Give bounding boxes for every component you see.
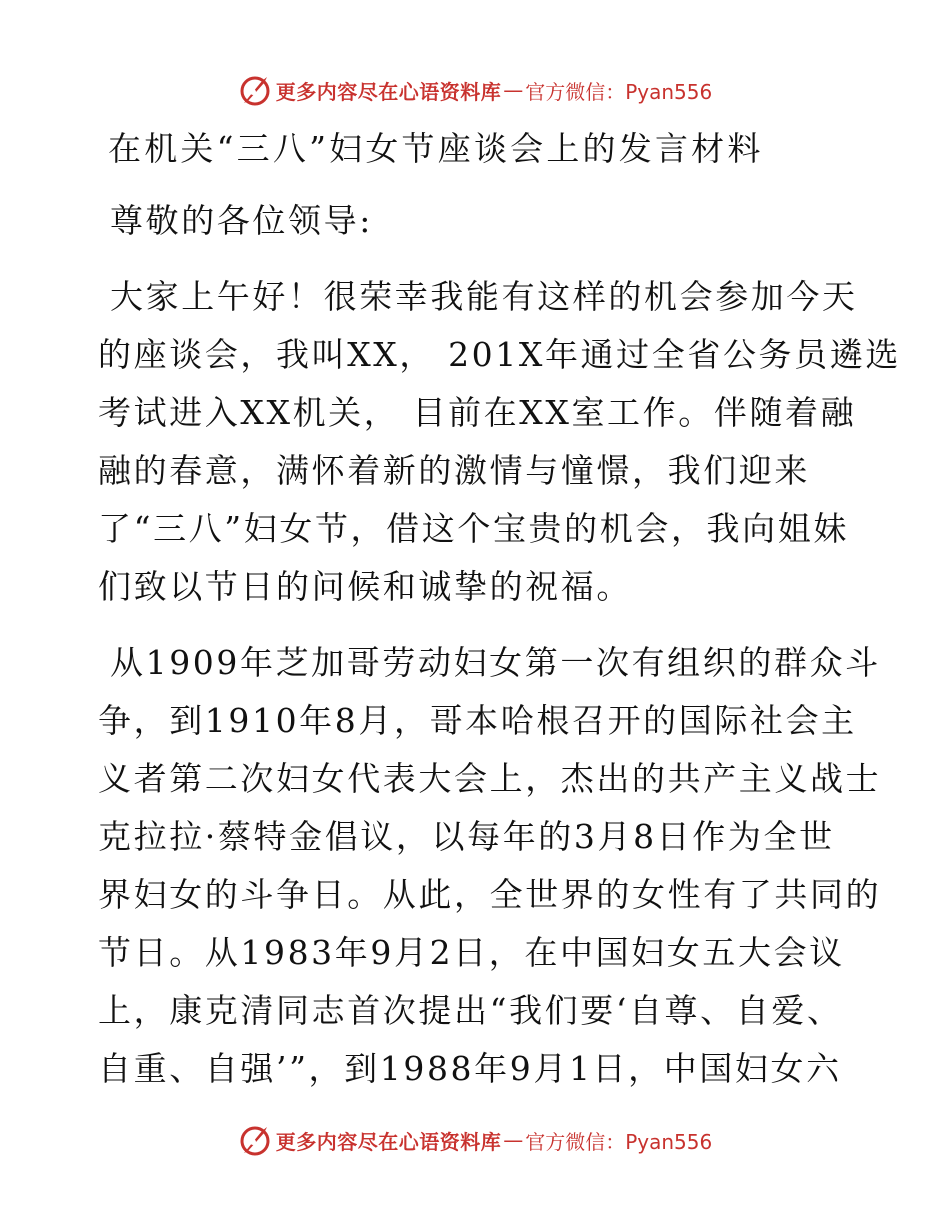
paragraph-line: 节日。从1983年9月2日，在中国妇女五大会议 xyxy=(98,933,845,972)
paragraph-line: 争，到1910年8月，哥本哈根召开的国际社会主 xyxy=(98,701,857,740)
paragraph-line: 融的春意，满怀着新的激情与憧憬，我们迎来 xyxy=(98,451,810,490)
paragraph-1 xyxy=(98,268,901,616)
footer-banner xyxy=(0,1120,950,1160)
paragraph-line: 上，康克清同志首次提出“我们要‘自尊、自爱、 xyxy=(98,991,843,1030)
banner-dash: — xyxy=(503,78,524,102)
banner-dash: — xyxy=(503,1128,524,1152)
banner-wechat: 官方微信：Pyan556 xyxy=(525,1129,713,1154)
paragraph-line: 们致以节日的问候和诚挚的祝福。 xyxy=(98,567,632,606)
paragraph-2 xyxy=(98,634,882,1098)
header-banner xyxy=(0,70,950,110)
paragraph-line: 了“三八”妇女节，借这个宝贵的机会，我向姐妹 xyxy=(98,509,849,548)
paragraph-line: 从1909年芝加哥劳动妇女第一次有组织的群众斗 xyxy=(110,643,881,682)
banner-text: 更多内容尽在心语资料库 xyxy=(275,79,502,104)
quill-logo-icon xyxy=(238,1123,272,1157)
banner-wechat: 官方微信：Pyan556 xyxy=(525,79,713,104)
paragraph-line: 的座谈会，我叫XX， 201X年通过全省公务员遴选 xyxy=(98,335,901,374)
document-body xyxy=(98,120,901,1098)
paragraph-line: 义者第二次妇女代表大会上，杰出的共产主义战士 xyxy=(98,759,882,798)
banner-text: 更多内容尽在心语资料库 xyxy=(275,1129,502,1154)
quill-logo-icon xyxy=(238,73,272,107)
paragraph-line: 大家上午好！很荣幸我能有这样的机会参加今天 xyxy=(110,277,858,316)
salutation: 尊敬的各位领导: xyxy=(110,201,373,240)
paragraph-line: 界妇女的斗争日。从此，全世界的女性有了共同的 xyxy=(98,875,882,914)
paragraph-line: 克拉拉·蔡特金倡议，以每年的3月8日作为全世 xyxy=(98,817,835,856)
document-title: 在机关“三八”妇女节座谈会上的发言材料 xyxy=(108,129,764,168)
paragraph-line: 自重、自强’”，到1988年9月1日，中国妇女六 xyxy=(98,1049,842,1088)
paragraph-line: 考试进入XX机关， 目前在XX室工作。伴随着融 xyxy=(98,393,857,432)
